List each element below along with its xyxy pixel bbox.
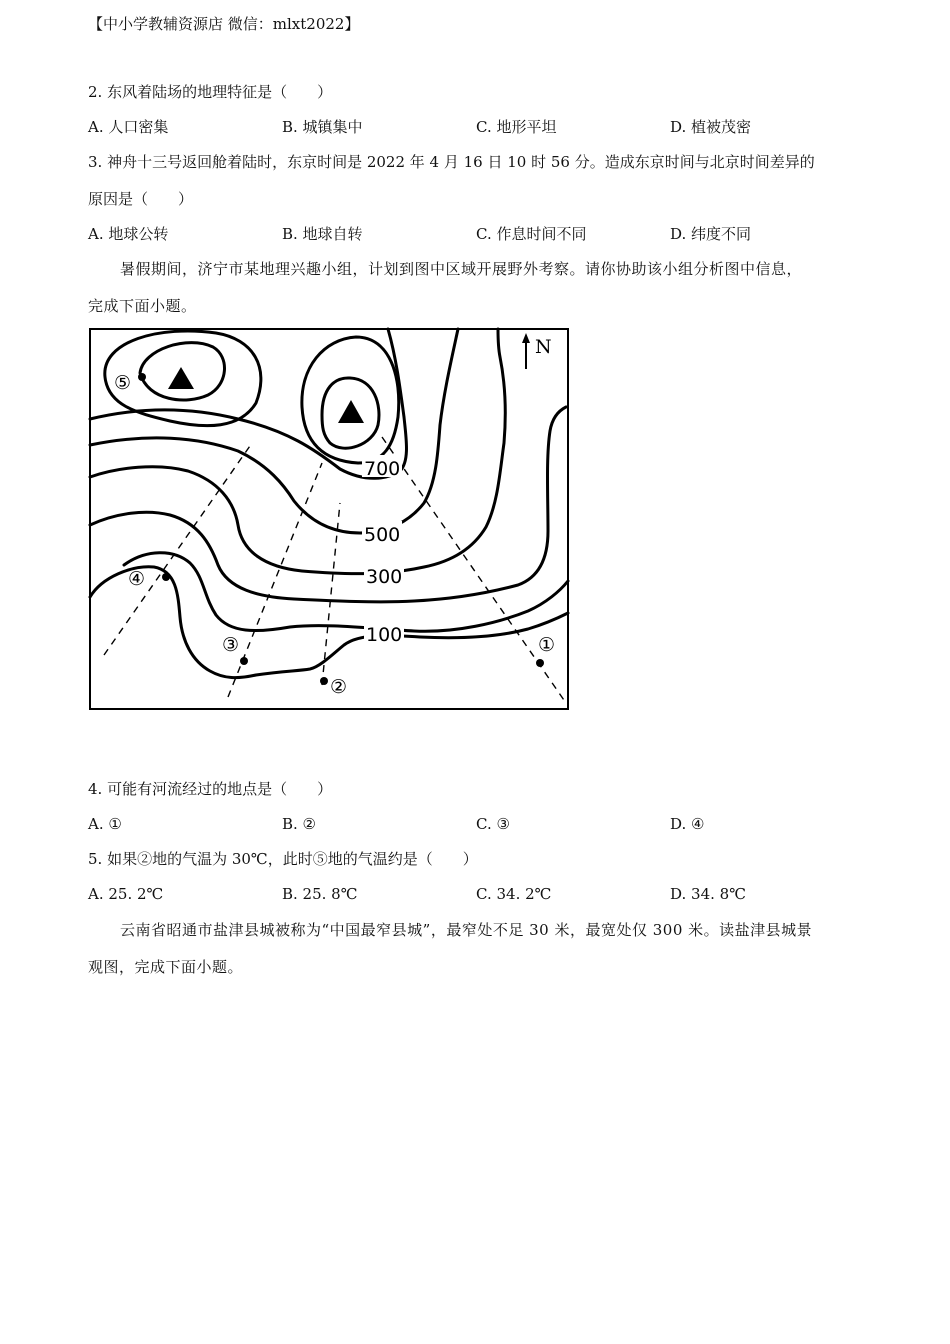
point-3-label: ③ (222, 634, 240, 656)
contour-label-300: 300 (366, 566, 403, 588)
passage-2-line2: 观图，完成下面小题。 (88, 958, 244, 976)
passage-1-line1: 暑假期间，济宁市某地理兴趣小组，计划到图中区域开展野外考察。请你协助该小组分析图中信息， (120, 260, 803, 278)
question-5-option-a[interactable]: A. 25. 2℃ (88, 885, 164, 903)
point-1-dot (536, 659, 544, 667)
contour-label-700: 700 (364, 458, 401, 480)
contour-label-500: 500 (364, 524, 401, 546)
question-2-option-a[interactable]: A. 人口密集 (88, 118, 169, 136)
question-2-option-c[interactable]: C. 地形平坦 (476, 118, 557, 136)
point-4-dot (162, 573, 170, 581)
question-2-stem: 2. 东风着陆场的地理特征是（ ） (88, 83, 333, 101)
question-5-stem: 5. 如果②地的气温为 30℃，此时⑤地的气温约是（ ） (88, 850, 478, 868)
question-3-option-d[interactable]: D. 纬度不同 (670, 225, 752, 243)
point-5-label: ⑤ (114, 372, 132, 394)
point-5-dot (138, 373, 146, 381)
passage-1-line2: 完成下面小题。 (88, 297, 197, 315)
point-1-label: ① (538, 634, 556, 656)
point-2-label: ② (330, 676, 348, 698)
question-4-option-c[interactable]: C. ③ (476, 815, 510, 833)
north-label: N (535, 336, 552, 358)
contour-label-100: 100 (366, 624, 403, 646)
point-2-dot (320, 677, 328, 685)
passage-2-line1: 云南省昭通市盐津县城被称为“中国最窄县城”，最窄处不足 30 米，最宽处仅 300 米。读盐津县城景 (120, 921, 813, 939)
point-3-dot (240, 657, 248, 665)
question-3-stem-line1: 3. 神舟十三号返回舱着陆时，东京时间是 2022 年 4 月 16 日 10 时 56 分。造成东京时间与北京时间差异的 (88, 153, 815, 171)
point-4-label: ④ (128, 568, 146, 590)
question-5-option-c[interactable]: C. 34. 2℃ (476, 885, 552, 903)
question-4-option-b[interactable]: B. ② (282, 815, 317, 833)
question-5-option-b[interactable]: B. 25. 8℃ (282, 885, 358, 903)
question-4-stem: 4. 可能有河流经过的地点是（ ） (88, 780, 333, 798)
question-3-option-a[interactable]: A. 地球公转 (88, 225, 169, 243)
question-2-option-b[interactable]: B. 城镇集中 (282, 118, 363, 136)
question-5-option-d[interactable]: D. 34. 8℃ (670, 885, 746, 903)
question-4-option-a[interactable]: A. ① (88, 815, 122, 833)
question-2-option-d[interactable]: D. 植被茂密 (670, 118, 752, 136)
question-3-option-b[interactable]: B. 地球自转 (282, 225, 363, 243)
question-3-stem-line2: 原因是（ ） (88, 190, 194, 208)
contour-map (88, 327, 570, 711)
question-3-option-c[interactable]: C. 作息时间不同 (476, 225, 587, 243)
page-header: 【中小学教辅资源店 微信：mlxt2022】 (88, 15, 360, 33)
question-4-option-d[interactable]: D. ④ (670, 815, 705, 833)
